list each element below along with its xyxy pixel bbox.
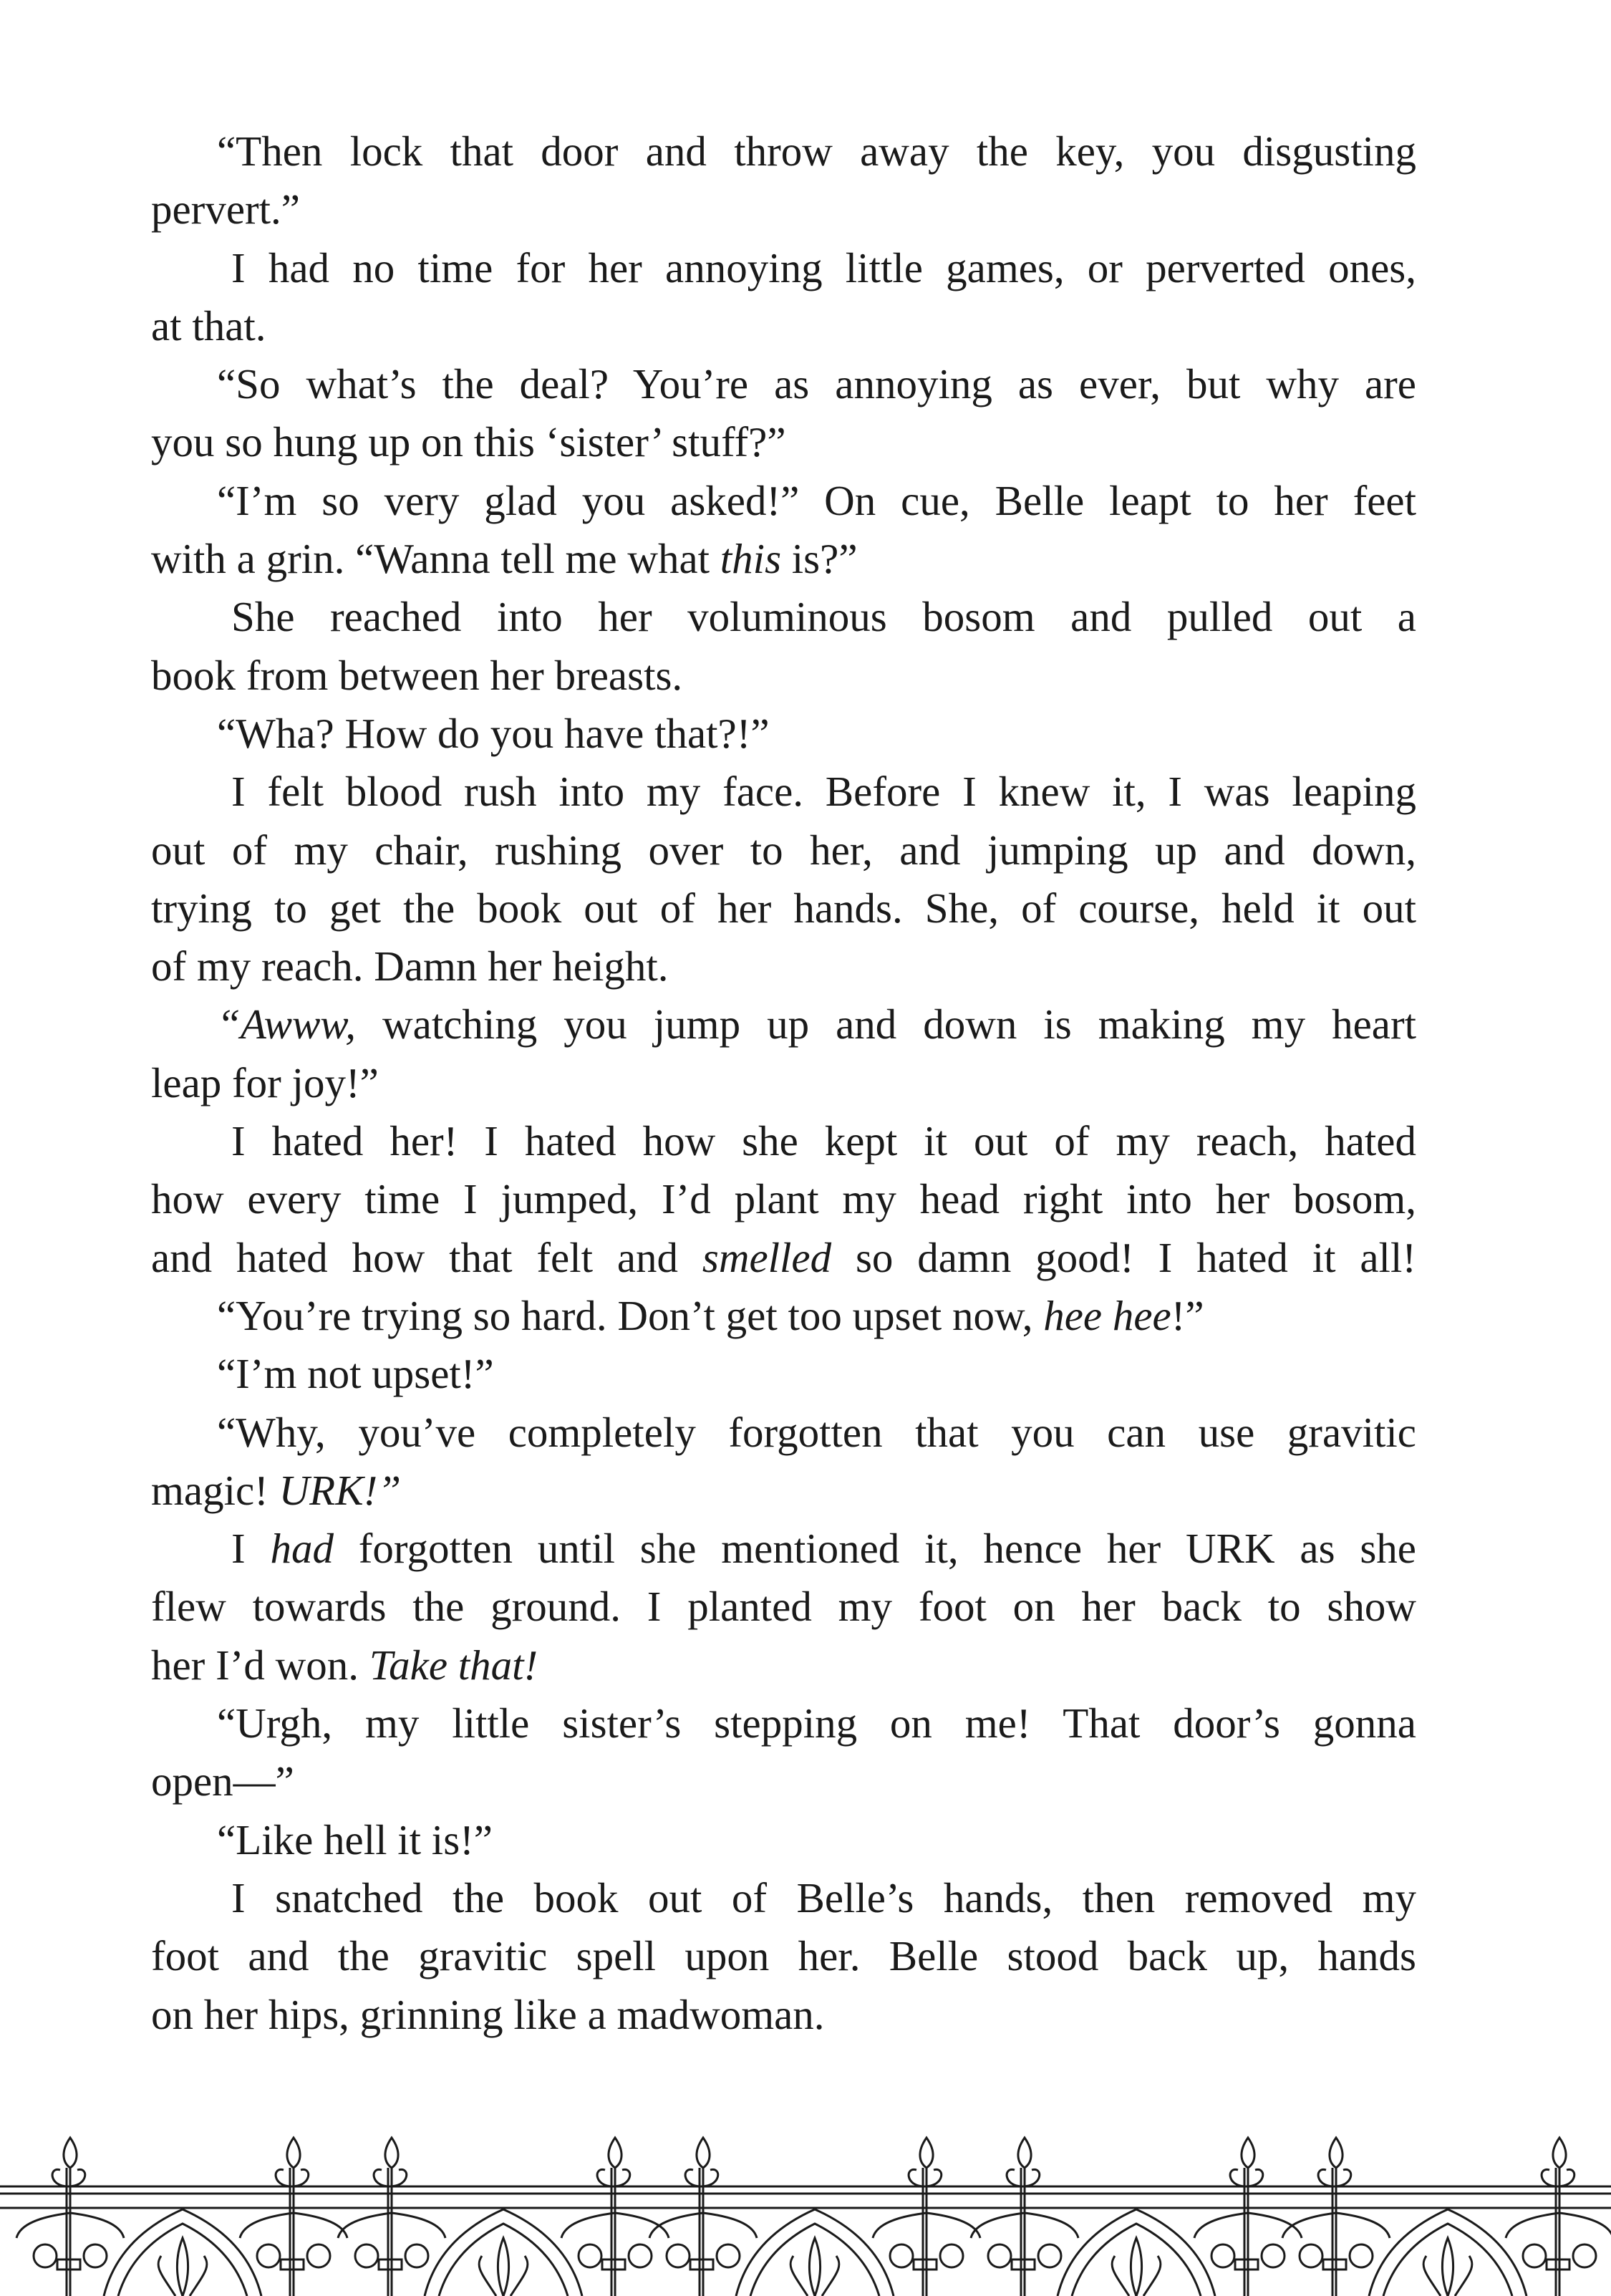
text-segment: on her hips, grinning like a madwoman.	[151, 1990, 825, 2038]
ornament-stroke	[1018, 2138, 1031, 2168]
text-segment: book from between her breasts.	[151, 651, 683, 699]
text-segment: forgotten until she mentioned it, hence her URK as she	[333, 1525, 1416, 1573]
text-segment: “You’re trying so hard. Don’t get too upset now,	[217, 1291, 1044, 1339]
ornament-stroke	[1230, 2169, 1263, 2186]
ornament-stroke	[287, 2138, 300, 2168]
ornament-stroke	[690, 2259, 713, 2270]
text-segment: I felt blood rush into my face. Before I knew it, I was leaping	[231, 768, 1416, 816]
italic-text: had	[270, 1525, 334, 1573]
ornament-stroke	[1369, 2209, 1527, 2296]
ornament-stroke	[379, 2259, 402, 2270]
ornament-stroke	[1442, 2238, 1453, 2296]
ornament-stroke	[1112, 2256, 1161, 2296]
text-segment: and hated how that felt and	[151, 1233, 702, 1281]
text-segment: magic!	[151, 1466, 279, 1514]
ornament-stroke	[1542, 2169, 1574, 2186]
text-segment: you so hung up on this ‘sister’ stuff?”	[151, 418, 786, 466]
text-line	[151, 647, 1416, 705]
ornament-stroke	[920, 2138, 933, 2168]
text-segment: watching you jump up and down is making my heart	[356, 1000, 1416, 1048]
text-line	[151, 1578, 1416, 1636]
text-line	[151, 1927, 1416, 1985]
ornament-stroke	[597, 2169, 630, 2186]
text-segment: “Like hell it is!”	[217, 1815, 493, 1863]
ornament-stroke	[1423, 2256, 1472, 2296]
ornament-stroke	[1242, 2138, 1254, 2168]
ornament-stroke	[697, 2138, 710, 2168]
text-segment: I snatched the book out of Belle’s hands, then removed my	[231, 1873, 1416, 1921]
text-segment: how every time I jumped, I’d plant my head right into her bosom,	[151, 1175, 1416, 1223]
ornament-stroke	[479, 2256, 528, 2296]
text-line	[151, 1404, 1416, 1462]
ornament-stroke	[1330, 2138, 1342, 2168]
ornament-stroke	[609, 2138, 621, 2168]
ornament-stroke	[717, 2244, 740, 2267]
ornament-stroke	[602, 2259, 625, 2270]
ornament-stroke	[940, 2244, 963, 2267]
text-line	[151, 1811, 1416, 1869]
text-line	[151, 1287, 1416, 1345]
ornament-stroke	[374, 2169, 407, 2186]
ornament-stroke	[1573, 2244, 1596, 2267]
text-segment: !”	[1171, 1291, 1204, 1339]
ornament-stroke	[1038, 2244, 1061, 2267]
ornament-stroke	[84, 2244, 107, 2267]
ornament-stroke	[579, 2244, 601, 2267]
ornament-stroke	[118, 2224, 247, 2296]
ornament-stroke	[385, 2138, 398, 2168]
text-segment: “Wha? How do you have that?!”	[217, 709, 770, 757]
text-line	[151, 1054, 1416, 1112]
ornament-stroke	[1131, 2238, 1141, 2296]
ornament-stroke	[439, 2224, 568, 2296]
text-segment: “Urgh, my little sister’s stepping on me! That door’s gonna	[217, 1699, 1416, 1747]
ornament-stroke	[0, 2186, 1611, 2208]
ornament-stroke	[685, 2169, 718, 2186]
ornament-stroke	[909, 2169, 942, 2186]
text-line	[151, 1520, 1416, 1578]
text-line	[151, 1170, 1416, 1228]
ornament-stroke	[425, 2209, 582, 2296]
text-line	[151, 821, 1416, 879]
text-segment: “Then lock that door and throw away the key, you disgusting	[217, 127, 1416, 175]
ornament-stroke	[1012, 2259, 1035, 2270]
text-segment: pervert.”	[151, 185, 300, 233]
text-line	[151, 1462, 1416, 1520]
text-segment: at that.	[151, 302, 266, 349]
ornament-stroke	[1058, 2209, 1215, 2296]
italic-text: smelled	[702, 1233, 832, 1281]
text-line	[151, 1112, 1416, 1170]
text-line	[151, 1869, 1416, 1927]
text-segment: foot and the gravitic spell upon her. Belle stood back up, hands	[151, 1932, 1416, 1980]
ornament-stroke	[1007, 2169, 1040, 2186]
text-line	[151, 472, 1416, 530]
italic-text: Take that!	[369, 1641, 538, 1689]
ornament-stroke	[498, 2238, 508, 2296]
italic-text: “Awww,	[217, 1000, 357, 1048]
ornament-stroke	[57, 2259, 80, 2270]
text-line	[151, 530, 1416, 588]
text-segment: open—”	[151, 1757, 294, 1805]
text-line	[151, 122, 1416, 180]
italic-text: URK!”	[279, 1466, 402, 1514]
ornament-stroke	[52, 2169, 85, 2186]
ornament-stroke	[1235, 2259, 1258, 2270]
text-segment: She reached into her voluminous bosom and pulled out a	[231, 593, 1416, 641]
ornament-stroke	[736, 2209, 894, 2296]
text-segment: I had no time for her annoying little games, or perverted ones,	[231, 243, 1416, 291]
text-segment: “I’m so very glad you asked!” On cue, Belle leapt to her feet	[217, 476, 1416, 524]
text-segment: flew towards the ground. I planted my foot on her back to show	[151, 1583, 1416, 1631]
text-segment: her I’d won.	[151, 1641, 369, 1689]
ornament-stroke	[988, 2244, 1011, 2267]
text-segment: of my reach. Damn her height.	[151, 942, 669, 990]
text-segment: trying to get the book out of her hands. She, of course, held it out	[151, 884, 1416, 932]
ornament-stroke	[809, 2238, 820, 2296]
text-segment: is?”	[781, 535, 858, 583]
page-body-text	[151, 122, 1416, 2044]
text-line	[151, 1694, 1416, 1752]
ornament-stroke	[890, 2244, 913, 2267]
text-segment: out of my chair, rushing over to her, and jumping up and down,	[151, 826, 1416, 874]
ornament-stroke	[1523, 2244, 1546, 2267]
text-line	[151, 937, 1416, 995]
text-line	[151, 1752, 1416, 1810]
wrought-iron-fence-border-icon	[0, 2131, 1611, 2296]
ornament-stroke	[1553, 2138, 1566, 2168]
text-line	[151, 297, 1416, 355]
text-segment: “So what’s the deal? You’re as annoying as ever, but why are	[217, 360, 1416, 408]
ornament-stroke	[355, 2244, 378, 2267]
text-line	[151, 1345, 1416, 1403]
ornament-stroke	[177, 2238, 188, 2296]
ornament-stroke	[64, 2138, 77, 2168]
ornament-stroke	[1350, 2244, 1373, 2267]
text-line	[151, 1636, 1416, 1694]
ornament-stroke	[405, 2244, 428, 2267]
text-segment: I hated her! I hated how she kept it out of my reach, hated	[231, 1117, 1416, 1165]
text-segment: “Why, you’ve completely forgotten that you can use gravitic	[217, 1408, 1416, 1456]
ornament-stroke	[1323, 2259, 1346, 2270]
text-line	[151, 413, 1416, 471]
ornament-stroke	[257, 2244, 280, 2267]
text-segment: with a grin. “Wanna tell me what	[151, 535, 720, 583]
ornament-stroke	[1318, 2169, 1351, 2186]
ornament-stroke	[104, 2209, 261, 2296]
ornament-stroke	[790, 2256, 839, 2296]
italic-text: hee hee	[1043, 1291, 1171, 1339]
text-segment: leap for joy!”	[151, 1058, 379, 1106]
ornament-stroke	[276, 2169, 309, 2186]
ornament-stroke	[281, 2259, 304, 2270]
ornament-stroke	[1300, 2244, 1322, 2267]
text-segment: “I’m not upset!”	[217, 1350, 494, 1398]
ornament-stroke	[307, 2244, 330, 2267]
ornament-stroke	[1383, 2224, 1512, 2296]
text-line	[151, 879, 1416, 937]
ornament-stroke	[1211, 2244, 1234, 2267]
text-line	[151, 763, 1416, 821]
text-line	[151, 995, 1416, 1053]
ornament-stroke	[750, 2224, 879, 2296]
ornament-stroke	[667, 2244, 690, 2267]
text-segment: I	[231, 1525, 271, 1573]
text-line	[151, 1229, 1416, 1287]
text-line	[151, 1986, 1416, 2044]
text-line	[151, 180, 1416, 238]
ornament-stroke	[914, 2259, 937, 2270]
text-line	[151, 588, 1416, 646]
ornament-stroke	[629, 2244, 652, 2267]
ornament-stroke	[158, 2256, 207, 2296]
text-line	[151, 239, 1416, 297]
text-segment: so damn good! I hated it all!	[831, 1233, 1416, 1281]
ornament-stroke	[1072, 2224, 1201, 2296]
ornament-stroke	[1547, 2259, 1569, 2270]
italic-text: this	[720, 535, 782, 583]
text-line	[151, 355, 1416, 413]
ornament-stroke	[1262, 2244, 1285, 2267]
ornament-stroke	[34, 2244, 57, 2267]
text-line	[151, 705, 1416, 763]
